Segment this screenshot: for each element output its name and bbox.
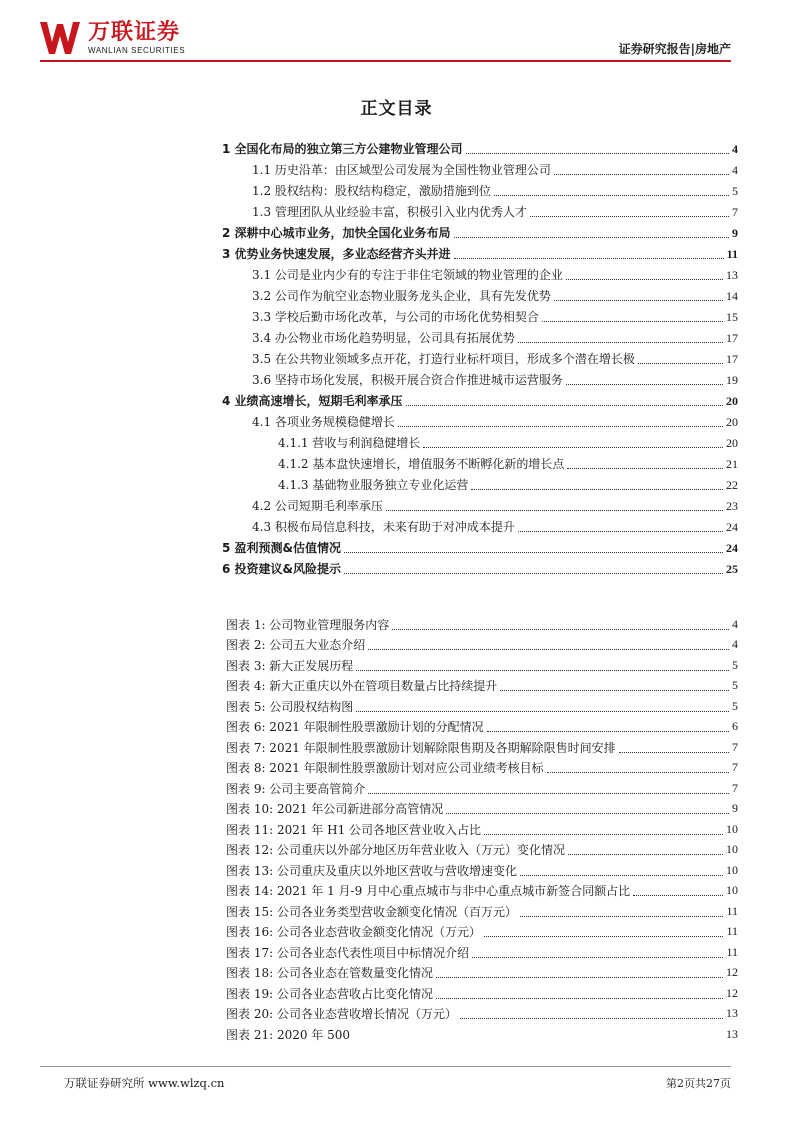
figure-label: 图表 6: 2021 年限制性股票激励计划的分配情况 — [226, 720, 484, 735]
toc-page-number: 11 — [726, 246, 738, 261]
toc-page-number: 20 — [726, 435, 738, 450]
toc-page-number: 20 — [726, 414, 738, 429]
header-divider — [40, 60, 731, 62]
toc-entry[interactable] — [222, 537, 738, 558]
page-title: 正文目录 — [360, 99, 433, 119]
toc-page-number: 4 — [732, 162, 738, 177]
figure-label: 图表 15: 公司各业务类型营收金额变化情况（百万元） — [226, 904, 517, 919]
toc-label: 3.3 学校后勤市场化改革，与公司的市场化优势相契合 — [252, 309, 539, 324]
dot-leader — [368, 649, 729, 650]
toc-page-number: 20 — [726, 393, 738, 408]
figure-page-number: 4 — [732, 616, 738, 631]
toc-label: 4.1 各项业务规模稳健增长 — [252, 414, 395, 429]
figure-label: 图表 3: 新大正发展历程 — [226, 658, 354, 673]
figure-page-number: 11 — [726, 903, 738, 918]
toc-page-number: 22 — [726, 477, 738, 492]
toc-label: 1 全国化布局的独立第三方公建物业管理公司 — [222, 141, 463, 156]
figure-page-number: 6 — [732, 719, 738, 734]
figure-page-number: 9 — [732, 801, 738, 816]
dot-leader — [368, 793, 729, 794]
toc-entry[interactable] — [222, 432, 738, 453]
figure-entry[interactable] — [226, 860, 738, 881]
dot-leader — [454, 237, 729, 238]
toc-label: 4.2 公司短期毛利率承压 — [252, 498, 383, 513]
figure-page-number: 13 — [726, 1006, 738, 1021]
figure-label: 图表 5: 公司股权结构图 — [226, 699, 354, 714]
figure-entry[interactable] — [226, 635, 738, 656]
dot-leader — [619, 752, 729, 753]
table-of-contents — [222, 138, 738, 579]
dot-leader — [386, 510, 723, 511]
figure-label: 图表 2: 公司五大业态介绍 — [226, 638, 366, 653]
figure-label: 图表 4: 新大正重庆以外在管项目数量占比持续提升 — [226, 679, 498, 694]
dot-leader — [518, 531, 723, 532]
figure-page-number: 11 — [726, 924, 738, 939]
toc-page-number: 21 — [726, 456, 738, 471]
footer-source: 万联证券研究所 www.wlzq.cn — [64, 1076, 225, 1090]
figure-label: 图表 20: 公司各业态营收增长情况（万元） — [226, 1007, 457, 1022]
dot-leader — [494, 195, 729, 196]
logo-chinese-name: 万联证券 — [88, 20, 181, 45]
dot-leader — [446, 813, 729, 814]
figure-page-number: 10 — [726, 862, 738, 877]
dot-leader — [484, 834, 723, 835]
dot-leader — [423, 447, 723, 448]
dot-leader — [356, 670, 729, 671]
dot-leader — [460, 1018, 723, 1019]
figure-page-number: 11 — [726, 944, 738, 959]
company-logo — [38, 16, 228, 58]
figure-label: 图表 14: 2021 年 1 月-9 月中心重点城市与非中心重点城市新签合同额占比 — [226, 884, 631, 899]
toc-entry[interactable] — [222, 222, 738, 243]
toc-label: 4.1.1 营收与利润稳健增长 — [278, 435, 421, 450]
dot-leader — [487, 731, 729, 732]
toc-entry[interactable] — [222, 516, 738, 537]
toc-page-number: 15 — [726, 309, 738, 324]
figure-page-number: 5 — [732, 657, 738, 672]
dot-leader — [392, 629, 729, 630]
figure-entry[interactable] — [226, 614, 738, 635]
toc-label: 4.1.3 基础物业服务独立专业化运营 — [278, 477, 469, 492]
figure-entry[interactable] — [226, 799, 738, 820]
toc-entry[interactable] — [222, 264, 738, 285]
dot-leader — [520, 916, 723, 917]
dot-leader — [466, 153, 729, 154]
dot-leader — [344, 573, 723, 574]
toc-page-number: 19 — [726, 372, 738, 387]
toc-label: 3.1 公司是业内少有的专注于非住宅领域的物业管理的企业 — [252, 267, 563, 282]
toc-label: 1.3 管理团队从业经验丰富，积极引入业内优秀人才 — [252, 204, 527, 219]
dot-leader — [518, 342, 723, 343]
dot-leader — [566, 279, 723, 280]
toc-entry[interactable] — [222, 411, 738, 432]
figure-page-number: 7 — [732, 780, 738, 795]
report-category: 证券研究报告|房地产 — [618, 42, 731, 56]
toc-label: 4.1.2 基本盘快速增长，增值服务不断孵化新的增长点 — [278, 456, 565, 471]
figure-entry[interactable] — [226, 942, 738, 963]
dot-leader — [484, 936, 723, 937]
figure-list — [226, 614, 738, 1045]
figure-entry[interactable] — [226, 758, 738, 779]
dot-leader — [406, 405, 723, 406]
dot-leader — [472, 957, 723, 958]
toc-label: 1.2 股权结构：股权结构稳定，激励措施到位 — [252, 183, 491, 198]
toc-page-number: 4 — [732, 141, 738, 156]
figure-page-number: 12 — [726, 965, 738, 980]
figure-page-number: 7 — [732, 739, 738, 754]
toc-page-number: 13 — [726, 267, 738, 282]
figure-entry[interactable] — [226, 963, 738, 984]
dot-leader — [344, 552, 723, 553]
toc-label: 3.4 办公物业市场化趋势明显，公司具有拓展优势 — [252, 330, 515, 345]
toc-entry[interactable] — [222, 306, 738, 327]
toc-page-number: 5 — [732, 183, 738, 198]
toc-entry[interactable] — [222, 369, 738, 390]
figure-entry[interactable] — [226, 1004, 738, 1025]
toc-page-number: 14 — [726, 288, 738, 303]
figure-label: 图表 11: 2021 年 H1 公司各地区营业收入占比 — [226, 822, 482, 837]
dot-leader — [436, 998, 723, 999]
toc-entry[interactable] — [222, 348, 738, 369]
figure-entry[interactable] — [226, 696, 738, 717]
figure-entry[interactable] — [226, 840, 738, 861]
toc-label: 3 优势业务快速发展，多业态经营齐头并进 — [222, 246, 451, 261]
dot-leader — [356, 711, 729, 712]
toc-page-number: 7 — [732, 204, 738, 219]
dot-leader — [554, 300, 723, 301]
figure-page-number: 5 — [732, 698, 738, 713]
dot-leader — [542, 321, 723, 322]
logo-english-name: WANLIAN SECURITIES — [88, 46, 186, 55]
figure-page-number: 7 — [732, 760, 738, 775]
figure-label: 图表 7: 2021 年限制性股票激励计划解除限售期及各期解除限售时间安排 — [226, 740, 616, 755]
figure-label: 图表 12: 公司重庆以外部分地区历年营业收入（万元）变化情况 — [226, 843, 565, 858]
figure-entry[interactable] — [226, 778, 738, 799]
figure-entry[interactable] — [226, 819, 738, 840]
toc-entry[interactable] — [222, 180, 738, 201]
toc-entry[interactable] — [222, 453, 738, 474]
toc-entry[interactable] — [222, 390, 738, 411]
toc-label: 2 深耕中心城市业务，加快全国化业务布局 — [222, 225, 451, 240]
toc-label: 3.2 公司作为航空业态物业服务龙头企业，具有先发优势 — [252, 288, 551, 303]
dot-leader — [566, 384, 723, 385]
figure-entry[interactable] — [226, 676, 738, 697]
toc-entry[interactable] — [222, 285, 738, 306]
toc-label: 3.5 在公共物业领域多点开花，打造行业标杆项目，形成多个潜在增长极 — [252, 351, 635, 366]
figure-entry[interactable] — [226, 922, 738, 943]
toc-label: 1.1 历史沿革：由区域型公司发展为全国性物业管理公司 — [252, 162, 551, 177]
toc-label: 3.6 坚持市场化发展，积极开展合资合作推进城市运营服务 — [252, 372, 563, 387]
figure-label: 图表 13: 公司重庆及重庆以外地区营收与营收增速变化 — [226, 863, 517, 878]
toc-entry[interactable] — [222, 327, 738, 348]
figure-page-number: 5 — [732, 678, 738, 693]
toc-page-number: 24 — [726, 519, 738, 534]
figure-label: 图表 17: 公司各业态代表性项目中标情况介绍 — [226, 945, 469, 960]
dot-leader — [568, 854, 723, 855]
figure-page-number: 12 — [726, 985, 738, 1000]
dot-leader — [638, 363, 723, 364]
dot-leader — [500, 690, 729, 691]
toc-page-number: 17 — [726, 330, 738, 345]
toc-entry[interactable] — [222, 474, 738, 495]
figure-label: 图表 18: 公司各业态在管数量变化情况 — [226, 966, 433, 981]
figure-label: 图表 9: 公司主要高管简介 — [226, 781, 366, 796]
figure-label: 图表 8: 2021 年限制性股票激励计划对应公司业绩考核目标 — [226, 761, 544, 776]
figure-label: 图表 10: 2021 年公司新进部分高管情况 — [226, 802, 444, 817]
dot-leader — [633, 895, 723, 896]
figure-page-number: 4 — [732, 637, 738, 652]
dot-leader — [567, 468, 723, 469]
figure-entry[interactable] — [226, 983, 738, 1004]
dot-leader — [554, 174, 729, 175]
toc-entry[interactable] — [222, 201, 738, 222]
dot-leader — [436, 977, 723, 978]
dot-leader — [398, 426, 723, 427]
figure-page-number: 10 — [726, 842, 738, 857]
wanlian-logo-icon — [38, 20, 82, 56]
toc-label: 5 盈利预测&估值情况 — [222, 540, 341, 555]
page-number: 第2页共27页 — [666, 1077, 731, 1090]
toc-entry[interactable] — [222, 558, 738, 579]
dot-leader — [454, 258, 724, 259]
toc-page-number: 25 — [726, 561, 738, 576]
toc-page-number: 24 — [726, 540, 738, 555]
toc-entry[interactable] — [222, 243, 738, 264]
toc-page-number: 9 — [732, 225, 738, 240]
toc-label: 4.3 积极布局信息科技，未来有助于对冲成本提升 — [252, 519, 515, 534]
figure-entry[interactable] — [226, 737, 738, 758]
figure-entry[interactable] — [226, 655, 738, 676]
figure-entry[interactable] — [226, 1024, 738, 1045]
toc-page-number: 17 — [726, 351, 738, 366]
figure-entry[interactable] — [226, 717, 738, 738]
figure-entry[interactable] — [226, 901, 738, 922]
figure-label: 图表 16: 公司各业态营收金额变化情况（万元） — [226, 925, 481, 940]
figure-entry[interactable] — [226, 881, 738, 902]
dot-leader — [471, 489, 723, 490]
figure-label: 图表 1: 公司物业管理服务内容 — [226, 617, 390, 632]
figure-page-number: 10 — [726, 821, 738, 836]
figure-page-number: 13 — [726, 1026, 738, 1041]
figure-label: 图表 19: 公司各业态营收占比变化情况 — [226, 986, 433, 1001]
toc-entry[interactable] — [222, 159, 738, 180]
toc-label: 6 投资建议&风险提示 — [222, 561, 341, 576]
footer-divider — [40, 1066, 731, 1067]
toc-label: 4 业绩高速增长，短期毛利率承压 — [222, 393, 403, 408]
dot-leader — [520, 875, 723, 876]
dot-leader — [547, 772, 729, 773]
dot-leader — [530, 216, 729, 217]
toc-entry[interactable] — [222, 495, 738, 516]
figure-label: 图表 21: 2020 年 500 — [226, 1027, 351, 1042]
toc-entry[interactable] — [222, 138, 738, 159]
toc-page-number: 23 — [726, 498, 738, 513]
figure-page-number: 10 — [726, 883, 738, 898]
